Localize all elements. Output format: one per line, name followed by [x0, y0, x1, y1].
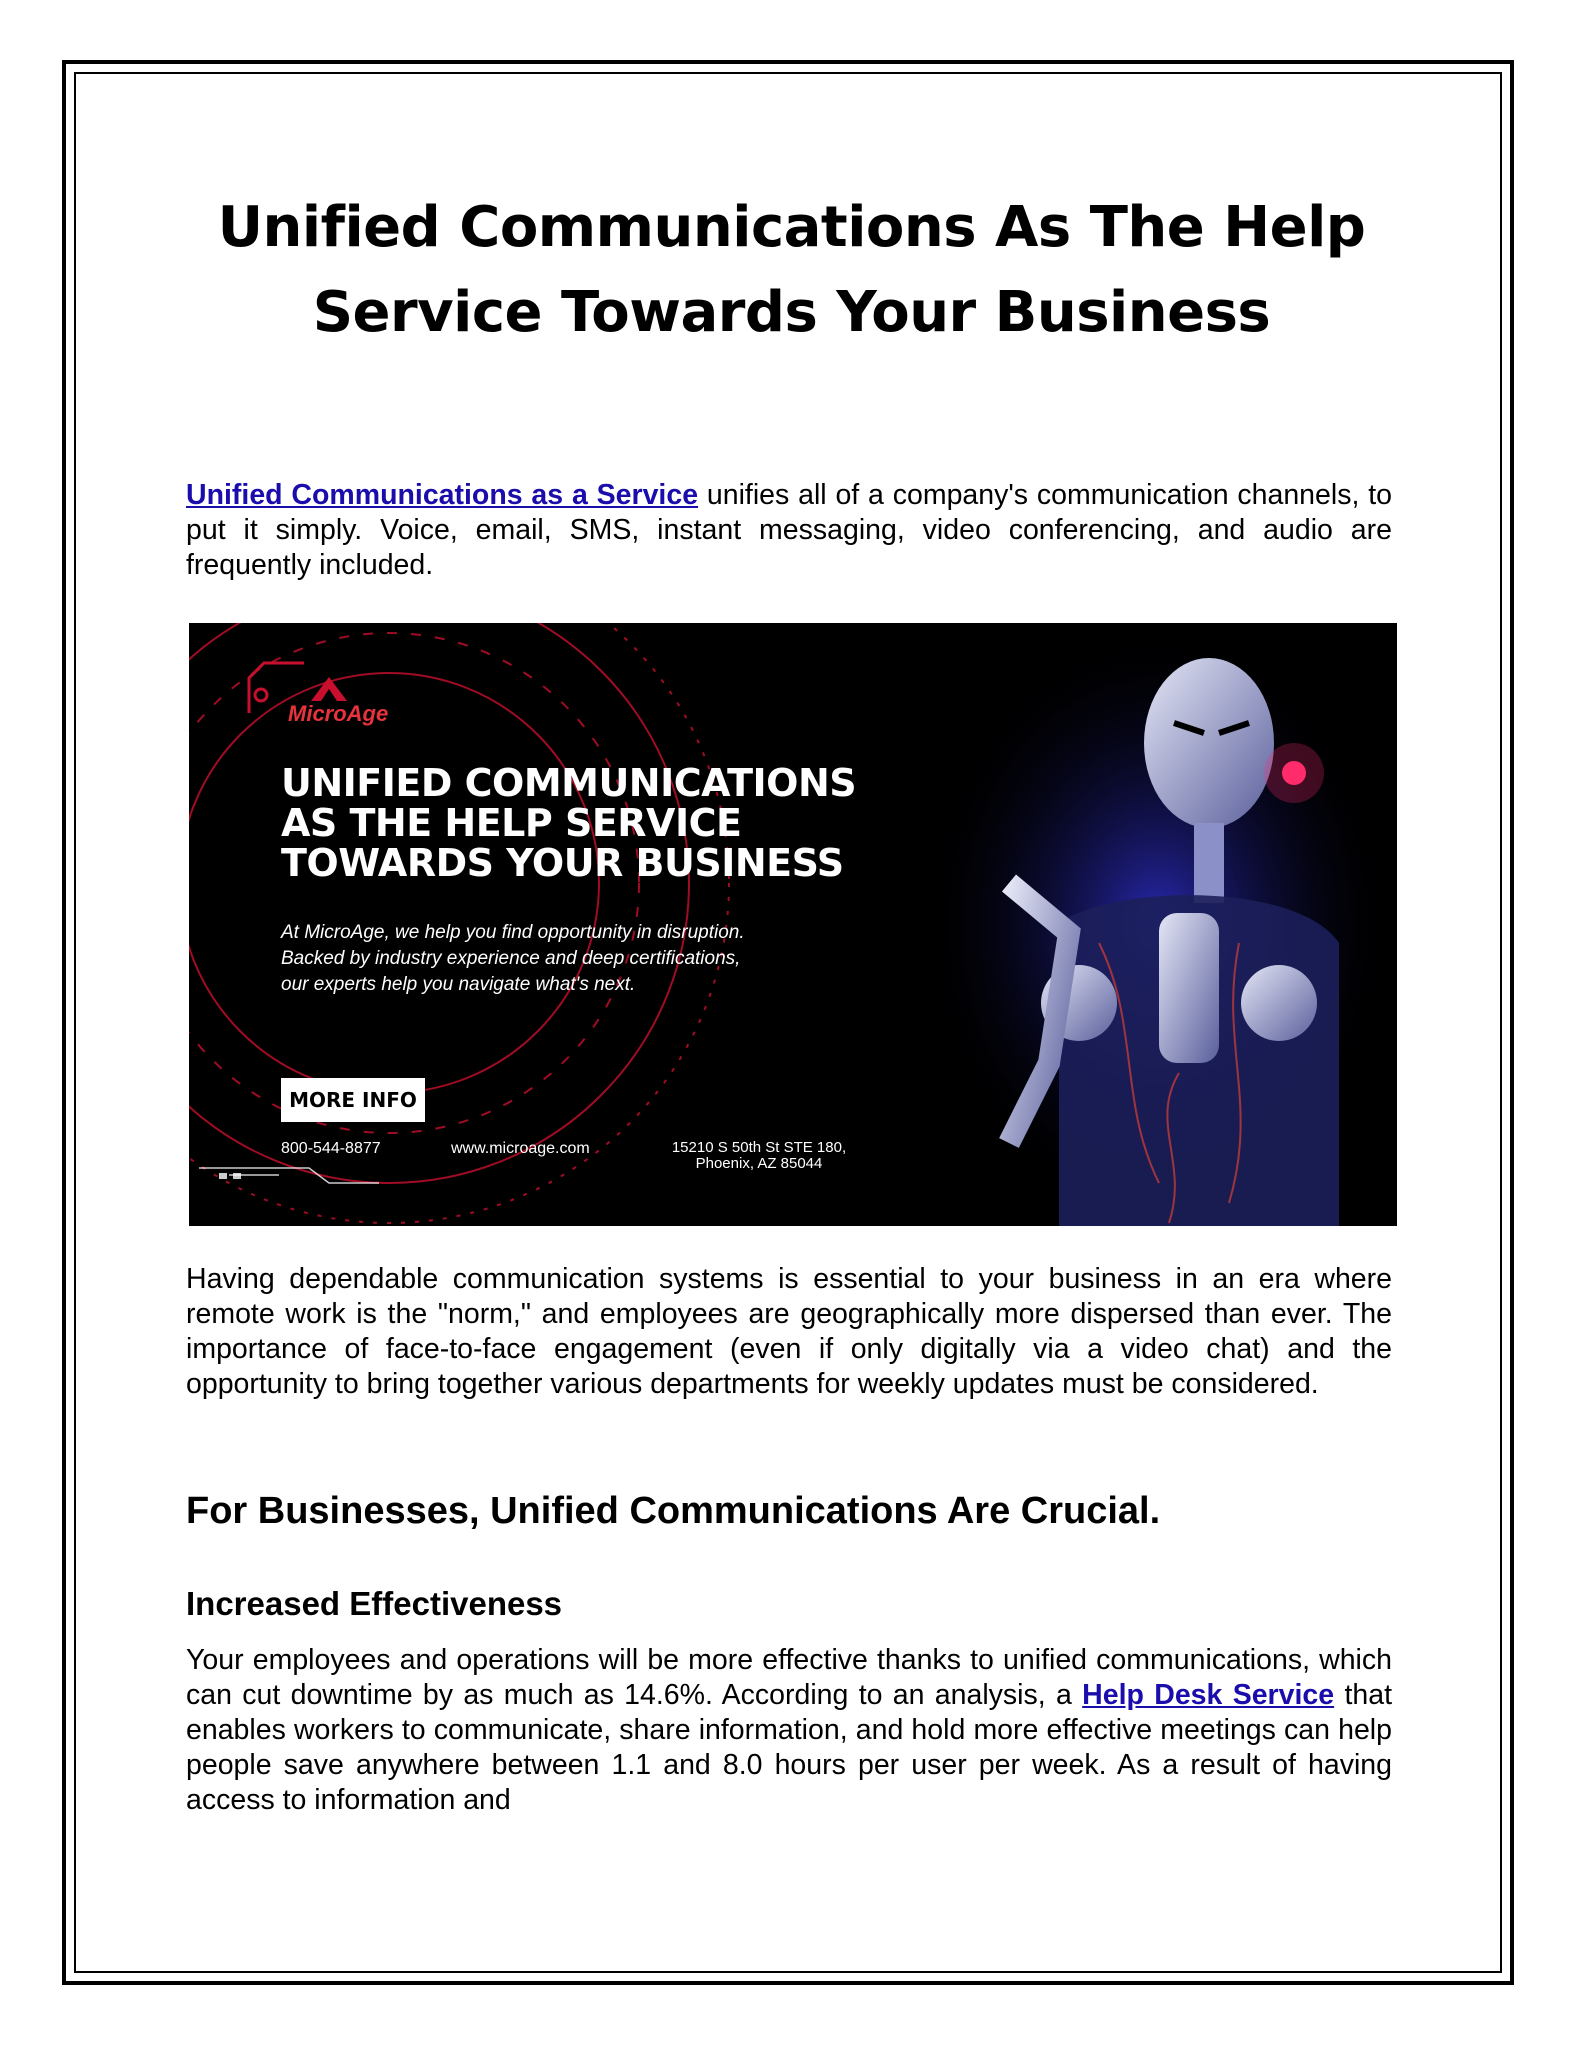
banner-subtext-line-3: our experts help you navigate what's next. — [281, 974, 636, 995]
banner-headline-line-3: TOWARDS YOUR BUSINESS — [281, 841, 844, 885]
banner-address — [659, 1140, 859, 1172]
effectiveness-paragraph — [186, 1643, 1392, 1818]
help-desk-service-link[interactable]: Help Desk Service — [1082, 1679, 1335, 1711]
banner-address-line-1: 15210 S 50th St STE 180, — [671, 1139, 847, 1156]
page-title — [140, 185, 1443, 355]
banner-headline-line-2: AS THE HELP SERVICE — [281, 801, 742, 845]
effectiveness-text-before: Your employees and operations will be more effective thanks to unified communications, which can cut downtime by as much as 14.6%. According to an analysis, a — [186, 1644, 1392, 1711]
title-line-1: Unified Communications As The Help — [217, 195, 1366, 260]
ucaas-link[interactable]: Unified Communications as a Service — [186, 479, 699, 511]
banner-subtext-line-1: At MicroAge, we help you find opportunity in disruption. — [281, 922, 745, 943]
remote-work-paragraph: Having dependable communication systems is essential to your business in an era where remote work is the "norm," and employees are geographically more dispersed than ever. The importance of face-to-face engagement (even if only digitally via a video chat) and the opportunity to bring together various departments for weekly updates must be considered. — [186, 1263, 1392, 1400]
more-info-button[interactable]: MORE INFO — [281, 1078, 425, 1122]
banner-headline-line-1: UNIFIED COMMUNICATIONS — [281, 761, 857, 805]
banner-address-line-2: Phoenix, AZ 85044 — [695, 1155, 823, 1172]
effectiveness-text-after: that enables workers to communicate, share information, and hold more effective meetings can help people save anywhere between 1.1 and 8.0 hours per user per week. As a result of having access to information and — [186, 1679, 1392, 1816]
banner-logo-text: MicroAge — [288, 701, 389, 726]
banner-headline — [281, 763, 901, 883]
subheading-effectiveness: Increased Effectiveness — [186, 1585, 563, 1622]
promo-banner-image — [189, 623, 1397, 1226]
robot-illustration — [919, 623, 1397, 1226]
intro-text: unifies all of a company's communication channels, to put it simply. Voice, email, SMS, instant messaging, video conferencing, and audio are frequently included. — [186, 479, 1392, 581]
banner-website: www.microage.com — [451, 1140, 590, 1157]
banner-subtext-line-2: Backed by industry experience and deep certifications, — [281, 948, 741, 969]
banner-subtext — [281, 920, 841, 998]
title-line-2: Service Towards Your Business — [312, 280, 1271, 345]
intro-paragraph — [186, 478, 1392, 583]
section-heading: For Businesses, Unified Communications Are Crucial. — [186, 1490, 1161, 1532]
banner-phone: 800-544-8877 — [281, 1140, 381, 1157]
